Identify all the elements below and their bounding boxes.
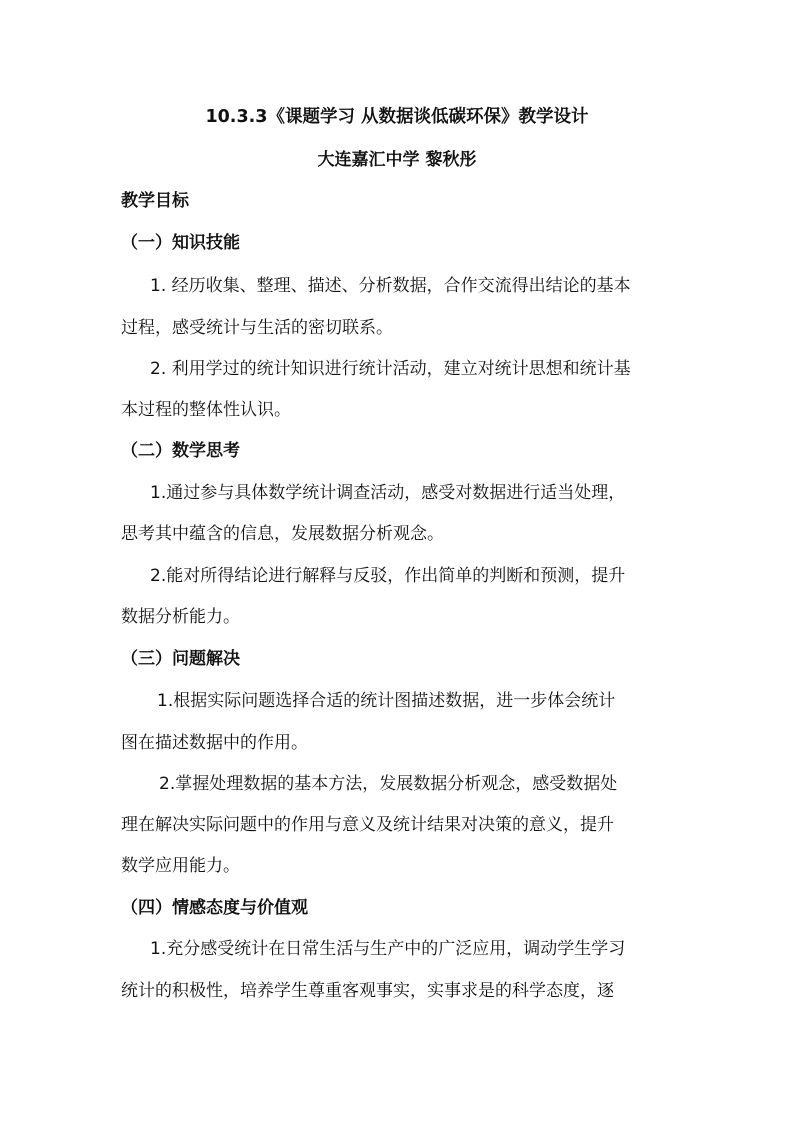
paragraph-line: 统计的积极性，培养学生尊重客观事实，实事求是的科学态度，逐 [121, 981, 614, 1001]
paragraph-line: 1. 经历收集、整理、描述、分析数据，合作交流得出结论的基本 [150, 276, 631, 296]
paragraph-line: 过程，感受统计与生活的密切联系。 [121, 318, 393, 338]
paragraph-line: 2.掌握处理数据的基本方法，发展数据分析观念，感受数据处 [159, 774, 618, 794]
paragraph-line: 思考其中蕴含的信息，发展数据分析观念。 [121, 524, 444, 544]
subsection-heading-knowledge-skills: （一）知识技能 [121, 233, 240, 253]
paragraph-line: 1.通过参与具体数学统计调查活动，感受对数据进行适当处理， [150, 483, 626, 503]
paragraph-line: 1.充分感受统计在日常生活与生产中的广泛应用，调动学生学习 [150, 939, 626, 959]
paragraph-line: 2. 利用学过的统计知识进行统计活动，建立对统计思想和统计基 [150, 359, 631, 379]
document-author: 大连嘉汇中学 黎秋彤 [317, 150, 477, 170]
paragraph-line: 2.能对所得结论进行解释与反驳，作出简单的判断和预测，提升 [150, 566, 626, 586]
subsection-heading-attitude-values: （四）情感态度与价值观 [121, 898, 308, 918]
document-title: 10.3.3《课题学习 从数据谈低碳环保》教学设计 [205, 107, 589, 127]
paragraph-line: 1.根据实际问题选择合适的统计图描述数据，进一步体会统计 [157, 691, 616, 711]
paragraph-line: 本过程的整体性认识。 [121, 400, 291, 420]
paragraph-line: 图在描述数据中的作用。 [121, 733, 308, 753]
paragraph-line: 数学应用能力。 [121, 856, 240, 876]
subsection-heading-math-thinking: （二）数学思考 [121, 441, 240, 461]
paragraph-line: 理在解决实际问题中的作用与意义及统计结果对决策的意义，提升 [121, 815, 614, 835]
subsection-heading-problem-solving: （三）问题解决 [121, 649, 240, 669]
paragraph-line: 数据分析能力。 [121, 607, 240, 627]
section-heading-teaching-goals: 教学目标 [121, 191, 189, 211]
